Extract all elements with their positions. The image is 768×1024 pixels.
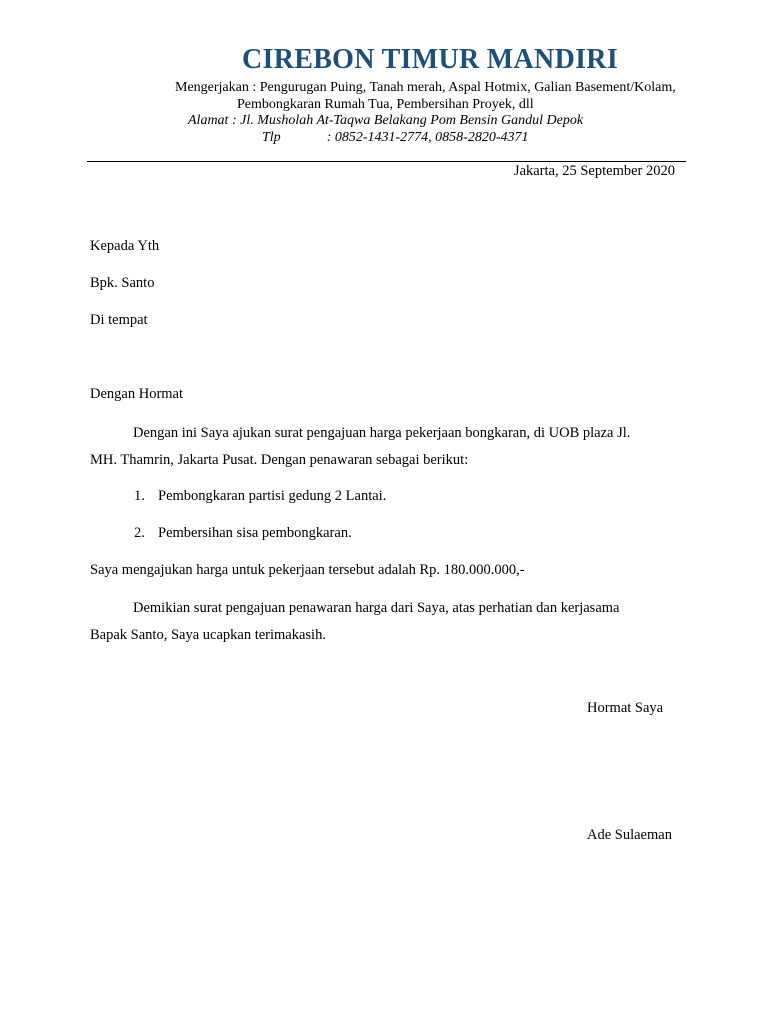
phone-label: Tlp — [262, 130, 281, 145]
list-item-number: 2. — [134, 525, 145, 541]
recipient-greeting: Kepada Yth — [90, 238, 160, 254]
paragraph-1-line-1: Dengan ini Saya ajukan surat pengajuan harga pekerjaan bongkaran, di UOB plaza Jl. — [133, 425, 631, 441]
list-item-text: Pembongkaran partisi gedung 2 Lantai. — [158, 488, 387, 504]
list-item-text: Pembersihan sisa pembongkaran. — [158, 525, 352, 541]
company-address: Alamat : Jl. Musholah At-Taqwa Belakang Pom Bensin Gandul Depok — [188, 113, 584, 128]
list-item-number: 1. — [134, 488, 145, 504]
company-phone — [262, 129, 529, 146]
price-statement: Saya mengajukan harga untuk pekerjaan tersebut adalah Rp. 180.000.000,- — [90, 562, 525, 578]
phone-value: : 0852-1431-2774, 0858-2820-4371 — [326, 130, 529, 145]
services-line-2: Pembongkaran Rumah Tua, Pembersihan Proyek, dll — [237, 97, 534, 112]
signer-name: Ade Sulaeman — [587, 827, 672, 843]
closing-phrase: Hormat Saya — [587, 700, 664, 716]
recipient-place: Di tempat — [90, 312, 148, 328]
services-line-1: Mengerjakan : Pengurugan Puing, Tanah merah, Aspal Hotmix, Galian Basement/Kolam, — [175, 80, 676, 95]
letterhead-divider — [87, 161, 686, 162]
company-name: CIREBON TIMUR MANDIRI — [241, 44, 619, 75]
list-item — [134, 488, 386, 505]
recipient-name: Bpk. Santo — [90, 275, 155, 291]
paragraph-2-line-1: Demikian surat pengajuan penawaran harga dari Saya, atas perhatian dan kerjasama — [133, 600, 620, 616]
paragraph-1-line-2: MH. Thamrin, Jakarta Pusat. Dengan penawaran sebagai berikut: — [90, 452, 469, 468]
salutation: Dengan Hormat — [90, 386, 184, 402]
paragraph-2-line-2: Bapak Santo, Saya ucapkan terimakasih. — [90, 627, 326, 643]
list-item — [134, 525, 352, 542]
letter-date: Jakarta, 25 September 2020 — [513, 163, 675, 179]
